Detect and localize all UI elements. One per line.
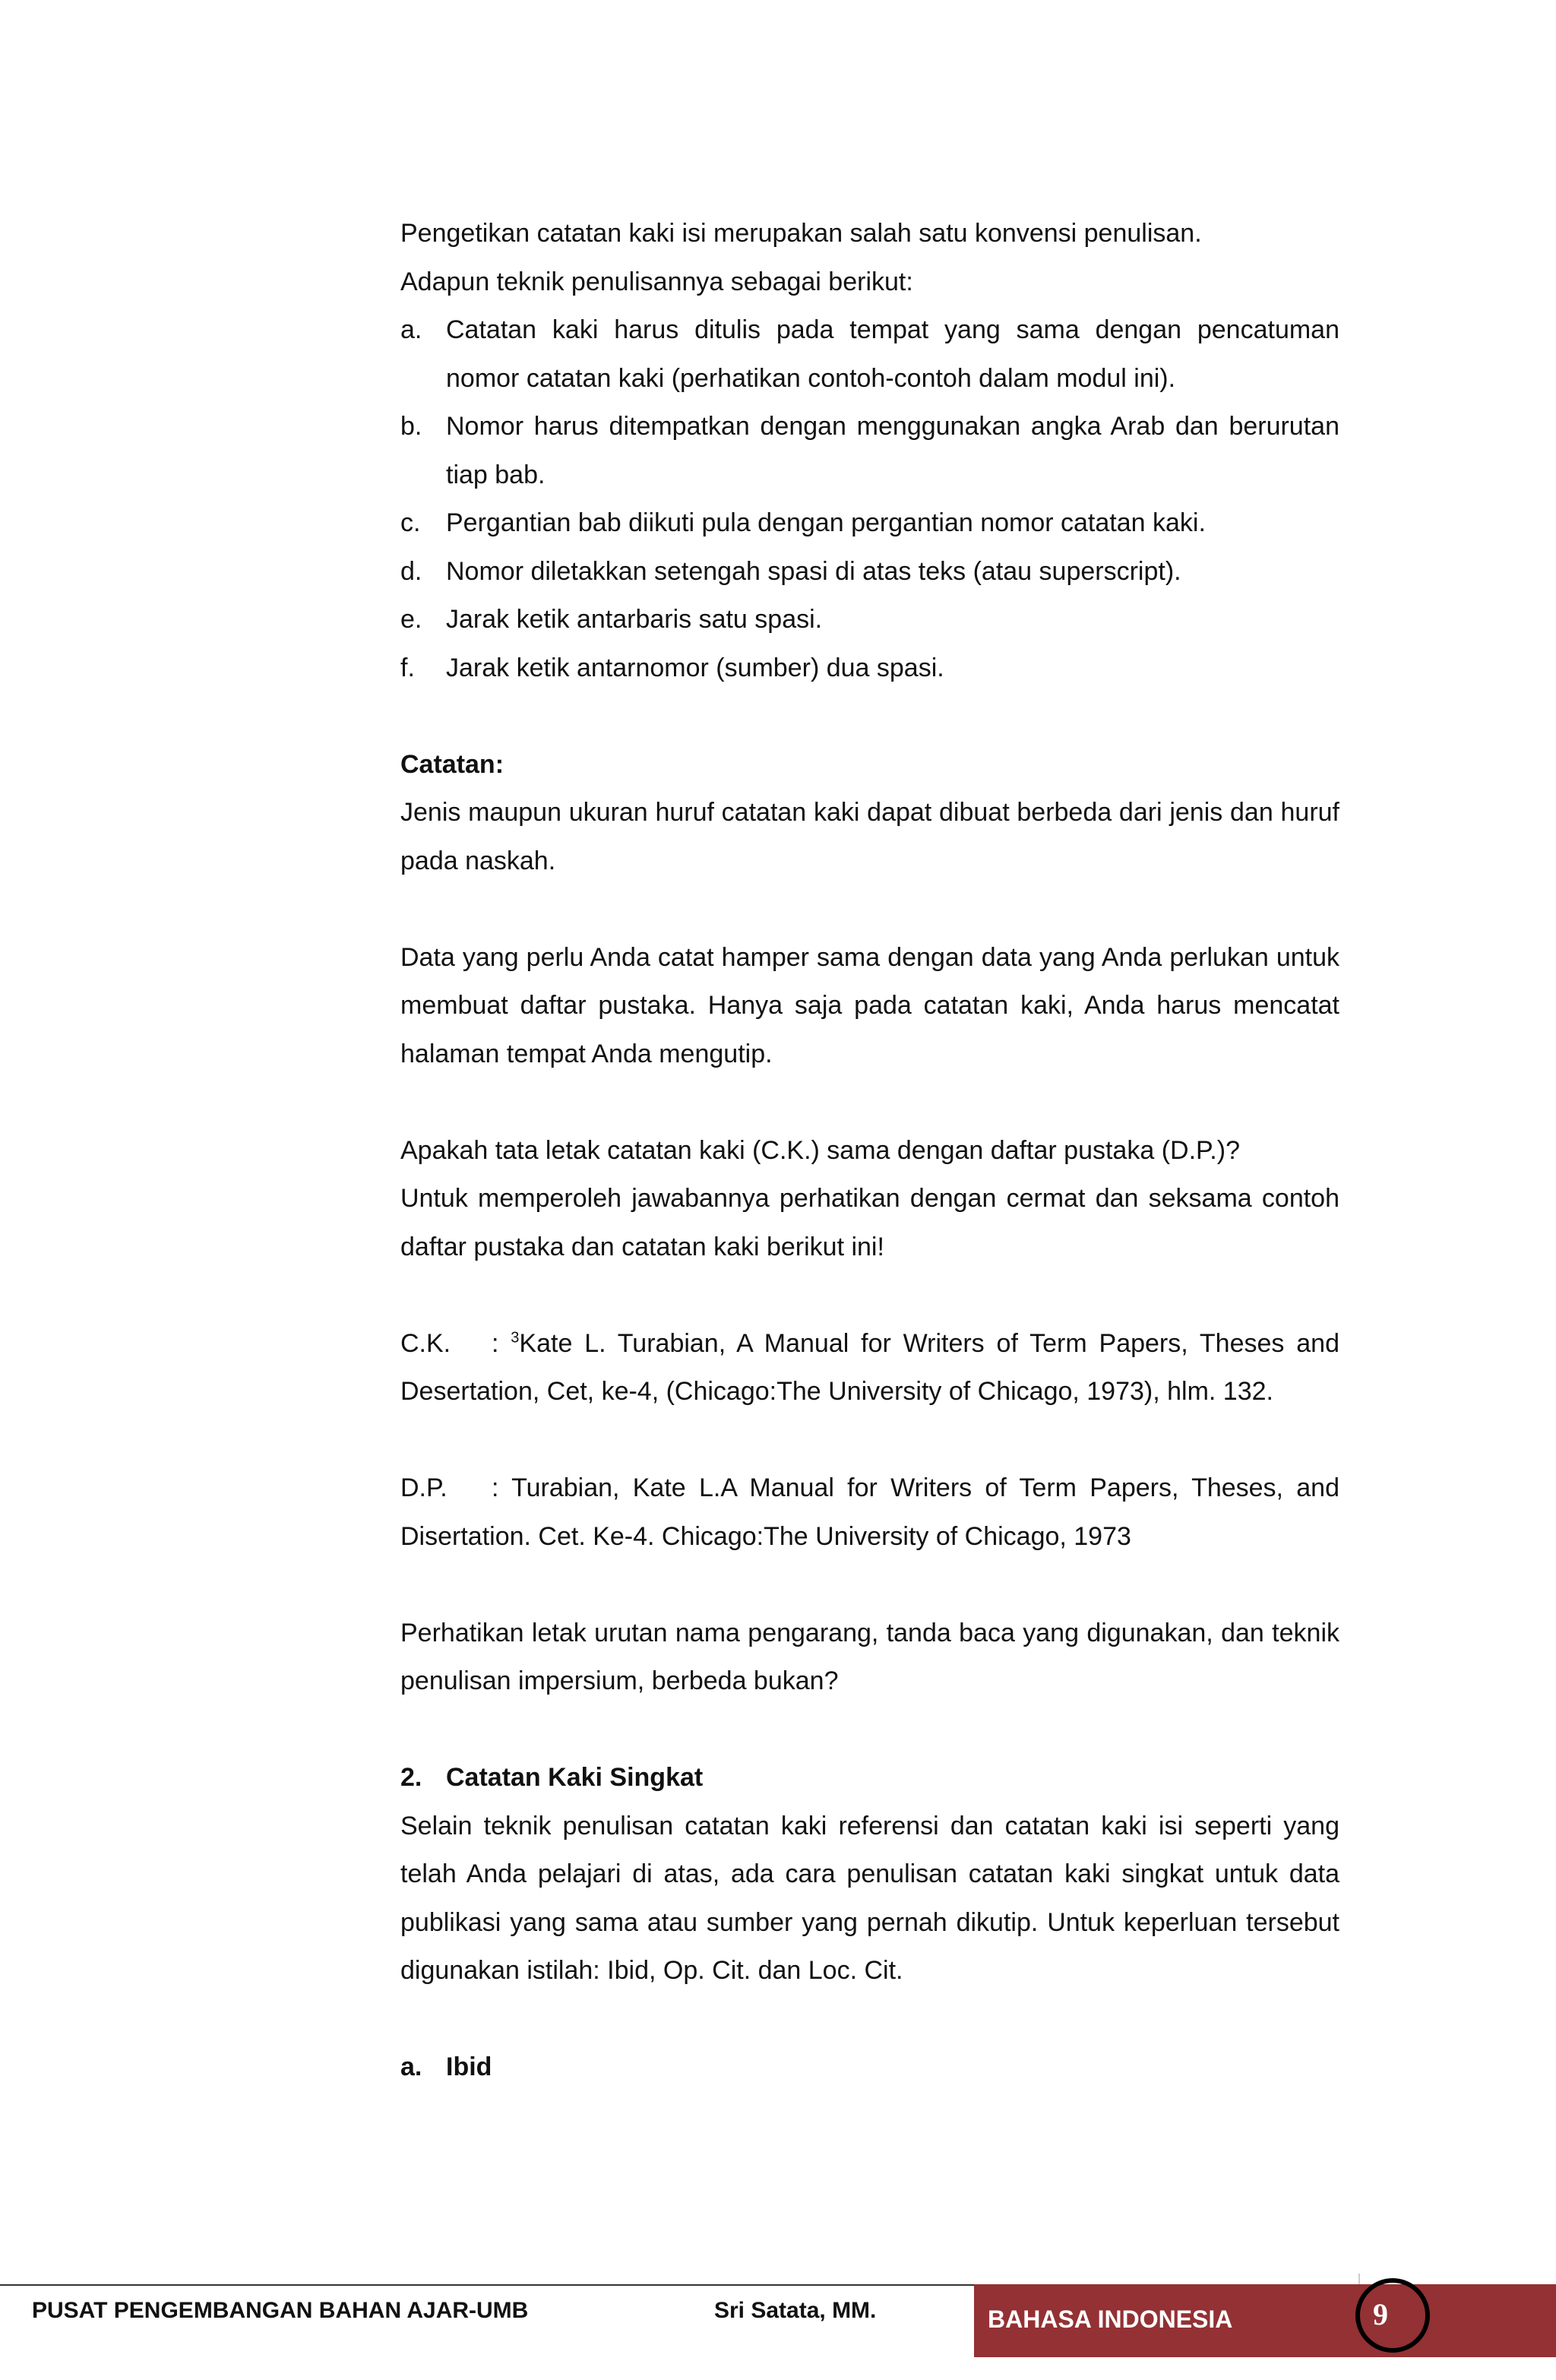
list-marker: a.	[400, 315, 422, 344]
footnote-superscript: 3	[511, 1329, 520, 1347]
list-item	[400, 403, 1339, 499]
footer-publisher: PUSAT PENGEMBANGAN BAHAN AJAR-UMB	[32, 2298, 529, 2323]
intro-line-1: Pengetikan catatan kaki isi merupakan salah satu konvensi penulisan.	[400, 219, 1202, 248]
footer-author: Sri Satata, MM.	[714, 2298, 877, 2323]
rules-list	[400, 306, 1339, 692]
note-heading: Catatan:	[400, 749, 504, 779]
list-item-text: Jarak ketik antarnomor (sumber) dua spasi.	[446, 653, 944, 682]
list-item-text: Jarak ketik antarbaris satu spasi.	[446, 605, 823, 634]
ck-separator: :	[492, 1328, 511, 1358]
section-number: 2.	[400, 1763, 422, 1792]
footer-tick	[1358, 2274, 1360, 2284]
list-item-text: Nomor diletakkan setengah spasi di atas teks (atau superscript).	[446, 556, 1181, 586]
spacer	[400, 1078, 1339, 1127]
subsection-title: Ibid	[446, 2052, 492, 2081]
spacer	[400, 1706, 1339, 1755]
section-2-text: Selain teknik penulisan catatan kaki referensi dan catatan kaki isi seperti yang telah Anda pelajari di atas, ada cara penulisan catatan kaki singkat untuk data publikasi yang sama atau sumber yang pernah dikutip. Untuk keperluan tersebut digunakan istilah: Ibid, Op. Cit. dan Loc. Cit.	[400, 1811, 1339, 1985]
ck-example	[400, 1320, 1339, 1416]
dp-citation-text: Turabian, Kate L.A Manual for Writers of Term Papers, Theses, and Disertation. Cet. Ke-4. Chicago:The University of Chicago, 1973	[400, 1473, 1340, 1551]
question-instruction: Untuk memperoleh jawabannya perhatikan dengan cermat dan seksama contoh daftar pustaka dan catatan kaki berikut ini!	[400, 1184, 1339, 1261]
spacer	[400, 1561, 1339, 1609]
list-item	[400, 499, 1339, 548]
note-text: Jenis maupun ukuran huruf catatan kaki dapat dibuat berbeda dari jenis dan huruf pada naskah.	[400, 798, 1339, 875]
list-item-text: Catatan kaki harus ditulis pada tempat yang sama dengan pencatuman nomor catatan kaki (perhatikan contoh-contoh dalam modul ini).	[446, 315, 1339, 393]
question-line: Apakah tata letak catatan kaki (C.K.) sama dengan daftar pustaka (D.P.)?	[400, 1135, 1240, 1165]
dp-example	[400, 1464, 1339, 1561]
list-item	[400, 644, 1339, 693]
subsection-marker: a.	[400, 2052, 422, 2081]
spacer	[400, 692, 1339, 741]
list-marker: d.	[400, 556, 422, 586]
footer-subject: BAHASA INDONESIA	[988, 2306, 1233, 2333]
spacer	[400, 885, 1339, 934]
ck-label: C.K.	[400, 1328, 451, 1358]
spacer	[400, 1271, 1339, 1320]
list-item-text: Pergantian bab diikuti pula dengan pergantian nomor catatan kaki.	[446, 508, 1206, 537]
list-marker: e.	[400, 605, 422, 634]
intro-line-2: Adapun teknik penulisannya sebagai berikut:	[400, 267, 913, 296]
page-number: 9	[1373, 2297, 1388, 2331]
list-item	[400, 596, 1339, 644]
spacer	[400, 1995, 1339, 2044]
section-title: Catatan Kaki Singkat	[446, 1763, 704, 1792]
dp-separator: :	[492, 1473, 512, 1502]
data-paragraph: Data yang perlu Anda catat hamper sama dengan data yang Anda perlukan untuk membuat daftar pustaka. Hanya saja pada catatan kaki, Anda harus mencatat halaman tempat Anda mengutip.	[400, 942, 1339, 1068]
dp-label: D.P.	[400, 1473, 448, 1502]
list-marker: b.	[400, 412, 422, 441]
list-marker: c.	[400, 508, 421, 537]
footer-divider	[0, 2284, 974, 2286]
list-item-text: Nomor harus ditempatkan dengan menggunakan angka Arab dan berurutan tiap bab.	[446, 412, 1339, 489]
compare-paragraph: Perhatikan letak urutan nama pengarang, tanda baca yang digunakan, dan teknik penulisan impersium, berbeda bukan?	[400, 1618, 1339, 1695]
spacer	[400, 1416, 1339, 1465]
ck-citation-text: Kate L. Turabian, A Manual for Writers of Term Papers, Theses and Desertation, Cet, ke-4, (Chicago:The University of Chicago, 1973), hlm. 132.	[400, 1328, 1339, 1406]
subsection-a-heading	[400, 2043, 1339, 2092]
page-body	[400, 210, 1339, 2092]
list-item	[400, 548, 1339, 597]
list-marker: f.	[400, 653, 415, 682]
section-2-heading	[400, 1754, 1339, 1802]
list-item	[400, 306, 1339, 403]
